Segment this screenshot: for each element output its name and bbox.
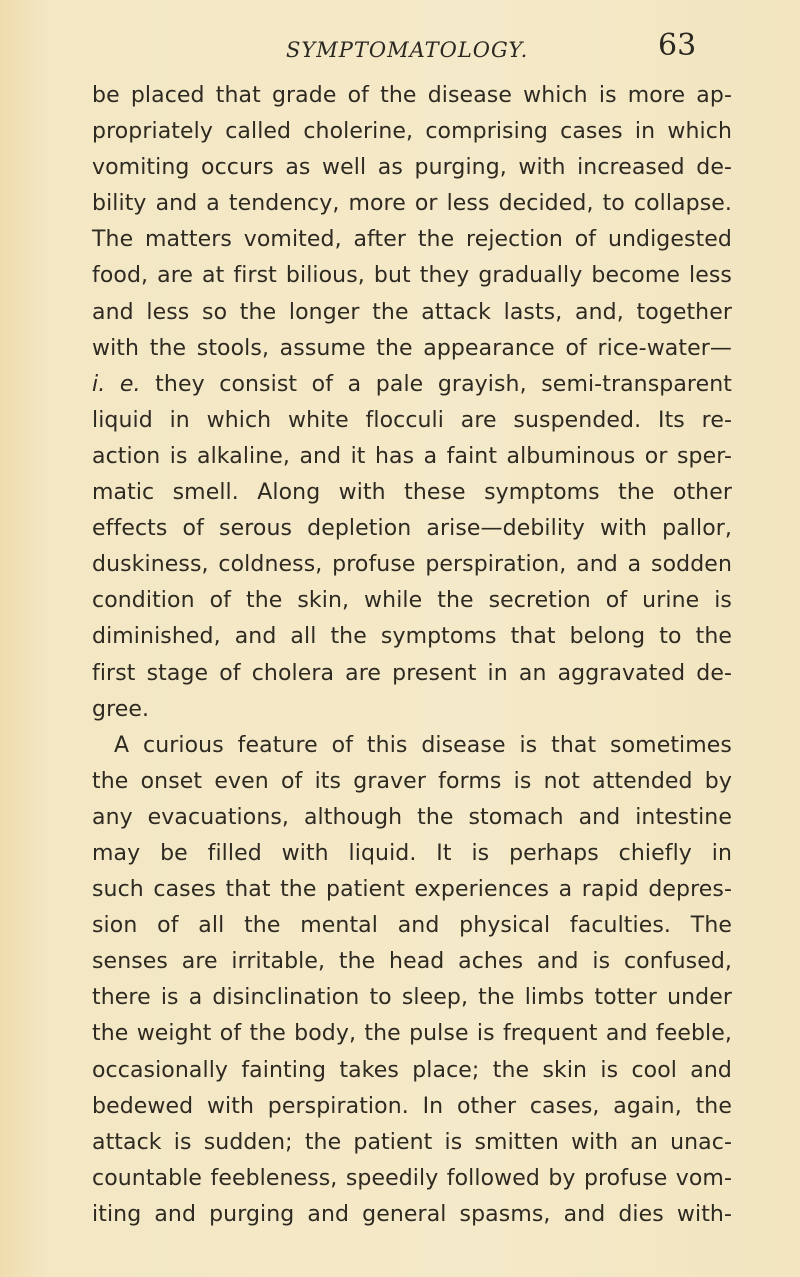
text-line: the weight of the body, the pulse is frequent and feeble, <box>92 1021 732 1047</box>
text-line: there is a disinclination to sleep, the limbs totter under <box>92 985 732 1011</box>
text-line: bedewed with perspiration. In other cases, again, the <box>92 1093 732 1119</box>
text-line: vomiting occurs as well as purging, with increased de- <box>92 155 732 181</box>
text-line: gree. <box>92 696 150 722</box>
text-line: iting and purging and general spasms, and dies with- <box>92 1201 732 1227</box>
text-line: senses are irritable, the head aches and is confused, <box>92 949 732 975</box>
text-line: and less so the longer the attack lasts, and, together <box>92 299 732 325</box>
text-line: diminished, and all the symptoms that belong to the <box>92 624 732 650</box>
text-line: duskiness, coldness, profuse perspiration, and a sodden <box>92 552 732 578</box>
text-line: be placed that grade of the disease which is more ap- <box>92 83 732 108</box>
text-line: attack is sudden; the patient is smitten with an unac- <box>92 1129 732 1155</box>
text-line: effects of serous depletion arise—debility with pallor, <box>92 516 732 542</box>
text-line: food, are at first bilious, but they gradually become less <box>92 263 732 289</box>
text-line: countable feebleness, speedily followed by profuse vom- <box>92 1165 732 1191</box>
text-line: action is alkaline, and it has a faint albuminous or sper- <box>92 443 732 469</box>
text-line: with the stools, assume the appearance of rice-water— <box>92 335 732 361</box>
text-line: bility and a tendency, more or less decided, to collapse. <box>92 191 732 217</box>
page-header <box>0 28 800 74</box>
text-line: propriately called cholerine, comprising cases in which <box>92 119 732 145</box>
page-number: 63 <box>658 28 697 63</box>
running-head: SYMPTOMATOLOGY. <box>286 38 529 62</box>
text-line: any evacuations, although the stomach and intestine <box>92 804 732 830</box>
text-line: first stage of cholera are present in an aggravated de- <box>92 660 732 686</box>
text-line: sion of all the mental and physical faculties. The <box>92 913 732 939</box>
text-line: may be filled with liquid. It is perhaps chiefly in <box>92 840 732 866</box>
text-line: liquid in which white flocculi are suspended. Its re- <box>92 407 732 433</box>
text-line: the onset even of its graver forms is not attended by <box>92 768 732 794</box>
body-text <box>92 78 732 1233</box>
text-line: occasionally fainting takes place; the skin is cool and <box>92 1057 732 1083</box>
text-line: such cases that the patient experiences a rapid depres- <box>92 877 732 903</box>
text-line: A curious feature of this disease is that sometimes <box>114 732 732 758</box>
text-line: matic smell. Along with these symptoms the other <box>92 480 732 506</box>
text-line: The matters vomited, after the rejection of undigested <box>92 227 732 253</box>
text-line: condition of the skin, while the secretion of urine is <box>92 588 732 614</box>
text-line: i. e. they consist of a pale grayish, semi-transparent <box>92 371 732 397</box>
